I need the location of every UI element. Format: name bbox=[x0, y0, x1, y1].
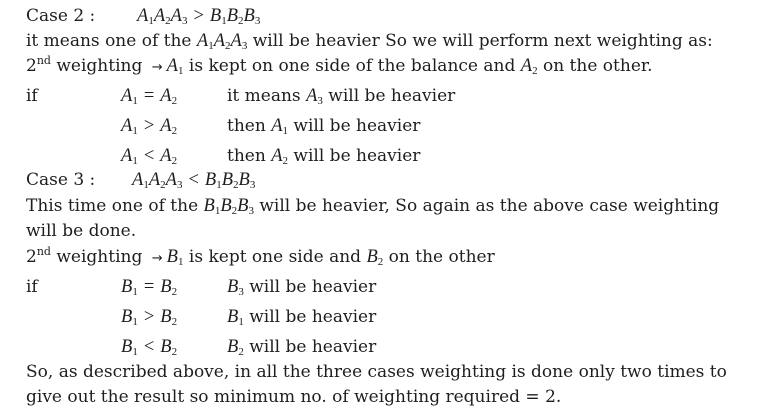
conclusion-line2: give out the result so minimum no. of weighting required = 2. bbox=[26, 387, 562, 407]
right-arrow-icon: → bbox=[151, 251, 163, 266]
case2-heading bbox=[26, 4, 261, 28]
case2-line1: it means one of the $A_1A_2A_3$ will be heavier So we will perform next weighting as: bbox=[26, 31, 713, 52]
case2-relation: $A_1A_2A_3 > B_1B_2B_3$ bbox=[137, 6, 261, 27]
case3-relation: $A_1A_2A_3 < B_1B_2B_3$ bbox=[132, 170, 256, 191]
case3-line2: 2nd weighting → $B_1$ is kept one side and $B_2$ on the other bbox=[26, 245, 495, 268]
math-a1a2a3: $A_1A_2A_3$ bbox=[196, 31, 248, 52]
case3-row-1: if $B_1 = B_2$ $B_3$ will be heavier bbox=[26, 277, 377, 298]
case3-line1: This time one of the $B_1B_2B_3$ will be heavier, So again as the above case weighting bbox=[26, 196, 720, 217]
case3-line1b: will be done. bbox=[26, 221, 137, 241]
case3-heading bbox=[26, 168, 256, 192]
right-arrow-icon: → bbox=[151, 60, 163, 75]
case2-line2: 2nd weighting → $A_1$ is kept on one side of the balance and $A_2$ on the other. bbox=[26, 54, 653, 77]
case2-label: Case 2 : bbox=[26, 6, 96, 26]
case3-label: Case 3 : bbox=[26, 170, 96, 190]
conclusion-line1: So, as described above, in all the three cases weighting is done only two times to bbox=[26, 362, 727, 382]
case2-row-1: if $A_1 = A_2$ it means $A_3$ will be heavier bbox=[26, 86, 456, 107]
